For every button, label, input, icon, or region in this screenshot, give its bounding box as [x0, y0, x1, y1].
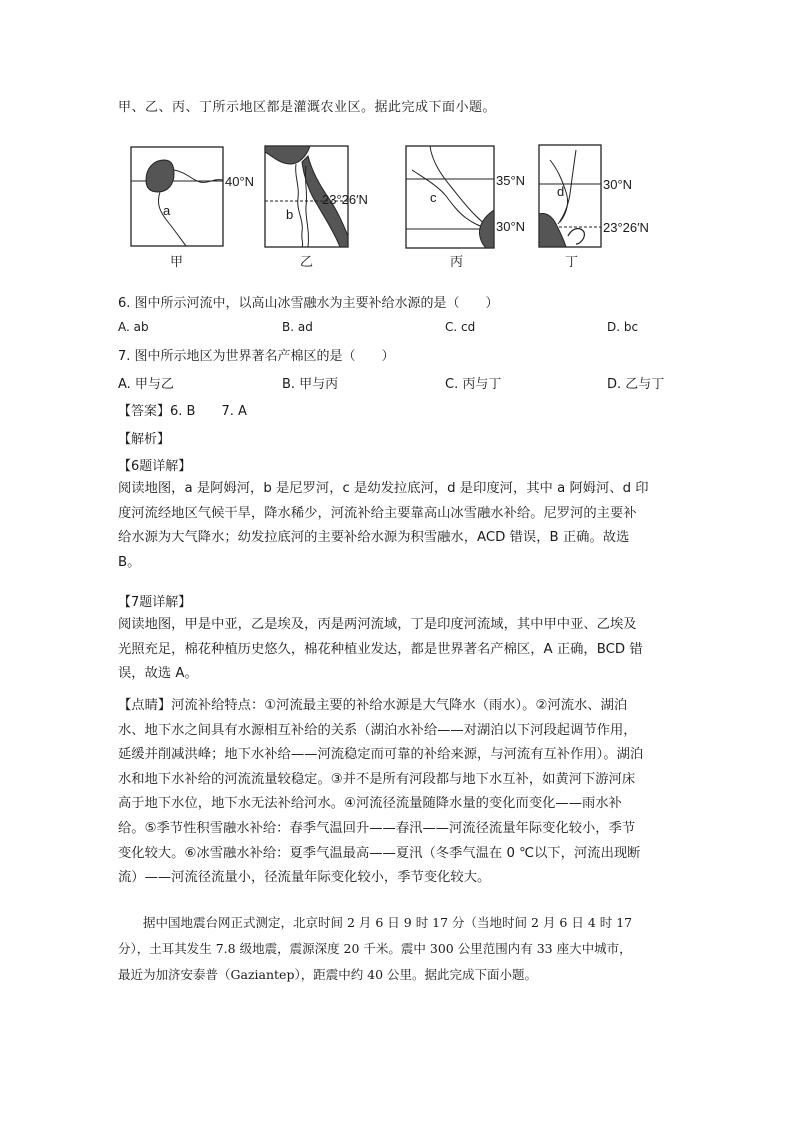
detail-7-text [118, 613, 678, 687]
map-bing-lat-bottom-label: 30°N [496, 219, 526, 234]
tips-line: 【点睛】河流补给特点：①河流最主要的补给水源是大气降水（雨水）。②河流水、湖泊 [118, 698, 628, 713]
earthquake-intro-text [118, 910, 678, 988]
map-ding-lat-bottom-label: 23°26′N [603, 220, 649, 235]
earthquake-line: 分），土耳其发生 7.8 级地震，震源深度 20 千米。震中 300 公里范围内有 33 座大中城市， [118, 941, 632, 956]
tips-line: 水和地下水补给的河流流量较稳定。③并不是所有河段都与地下水互补，如黄河下游河床 [118, 771, 636, 787]
detail-7-line: 阅读地图，甲是中亚，乙是埃及，丙是两河流域，丁是印度河流域，其中甲中亚、乙埃及 [118, 617, 637, 632]
question-6-option-d: D. bc [607, 320, 639, 334]
analysis-heading: 【解析】 [118, 432, 171, 447]
map-bing-caption: 丙 [450, 255, 464, 270]
map-yi-lat-label: 23°26′N [322, 192, 368, 207]
question-7-option-d: D. 乙与丁 [607, 377, 665, 392]
map-ding [539, 145, 649, 270]
detail-6-line: B。 [118, 554, 141, 570]
intro-text: 甲、乙、丙、丁所示地区都是灌溉农业区。据此完成下面小题。 [118, 100, 497, 115]
question-6-stem: 6. 图中所示河流中，以高山冰雪融水为主要补给水源的是（ ） [118, 296, 499, 311]
map-yi-river-label: b [286, 207, 294, 222]
map-jia-river-label: a [163, 203, 171, 218]
map-jia-lat-label: 40°N [225, 174, 255, 189]
tips-line: 给。⑤季节性积雪融水补给：春季气温回升——春汛——河流径流量年际变化较小，季节 [118, 820, 636, 836]
map-jia [131, 147, 254, 270]
map-yi-caption: 乙 [300, 255, 314, 270]
map-yi [265, 146, 368, 270]
tips-line: 高于地下水位，地下水无法补给河水。④河流径流量随降水量的变化而变化——雨水补 [118, 796, 622, 812]
detail-7-line: 误，故选 A。 [118, 666, 198, 682]
detail-7-line: 光照充足，棉花种植历史悠久，棉花种植业发达，都是世界著名产棉区，A 正确，BCD 错 [118, 641, 643, 657]
detail-6-line: 阅读地图，a 是阿姆河，b 是尼罗河，c 是幼发拉底河，d 是印度河，其中 a 阿姆河、d 印 [118, 481, 649, 496]
question-6-option-b: B. ad [282, 320, 313, 334]
question-7-option-c: C. 丙与丁 [445, 377, 502, 392]
tips-line: 延缓并削减洪峰；地下水补给——河流稳定而可靠的补给来源，与河流有互补作用）。湖泊 [118, 747, 644, 763]
earthquake-line: 最近为加济安泰普（Gaziantep），距震中约 40 公里。据此完成下面小题。 [118, 967, 538, 982]
detail-6-line: 度河流经地区气候干旱，降水稀少，河流补给主要靠高山冰雪融水补给。尼罗河的主要补 [118, 505, 637, 521]
tips-line: 水、地下水之间具有水源相互补给的关系（湖泊水补给——对湖泊以下河段起调节作用， [118, 722, 637, 738]
map-bing-lat-top-label: 35°N [496, 173, 526, 188]
question-7-stem: 7. 图中所示地区为世界著名产棉区的是（ ） [118, 349, 395, 364]
earthquake-line: 据中国地震台网正式测定，北京时间 2 月 6 日 9 时 17 分（当地时间 2 月 6 日 4 时 17 [118, 915, 633, 930]
tips-line: 流）——河流径流量小，径流量年际变化较小，季节变化较大。 [118, 870, 491, 886]
tips-line: 变化较大。⑥冰雪融水补给：夏季气温最高——夏汛（冬季气温在 0 ℃以下，河流出现断 [118, 845, 641, 861]
answer-line: 【答案】6. B 7. A [118, 404, 247, 419]
map-ding-lat-top-label: 30°N [603, 177, 633, 192]
detail-6-line: 给水源为大气降水；幼发拉底河的主要补给水源为积雪融水，ACD 错误，B 正确。故选 [118, 530, 630, 546]
river-maps-figure [0, 0, 794, 280]
detail-6-heading: 【6题详解】 [118, 459, 192, 474]
tips-text [118, 694, 678, 891]
map-ding-river-label: d [557, 184, 565, 199]
question-7-option-a: A. 甲与乙 [118, 377, 174, 392]
detail-6-text [118, 477, 678, 575]
map-ding-caption: 丁 [565, 255, 579, 270]
detail-7-heading: 【7题详解】 [118, 595, 192, 610]
map-bing-river-label: c [430, 190, 437, 205]
map-jia-caption: 甲 [170, 255, 184, 270]
question-7-option-b: B. 甲与丙 [282, 377, 339, 392]
question-6-option-c: C. cd [445, 320, 476, 334]
question-6-option-a: A. ab [118, 320, 149, 334]
map-bing [406, 146, 525, 270]
